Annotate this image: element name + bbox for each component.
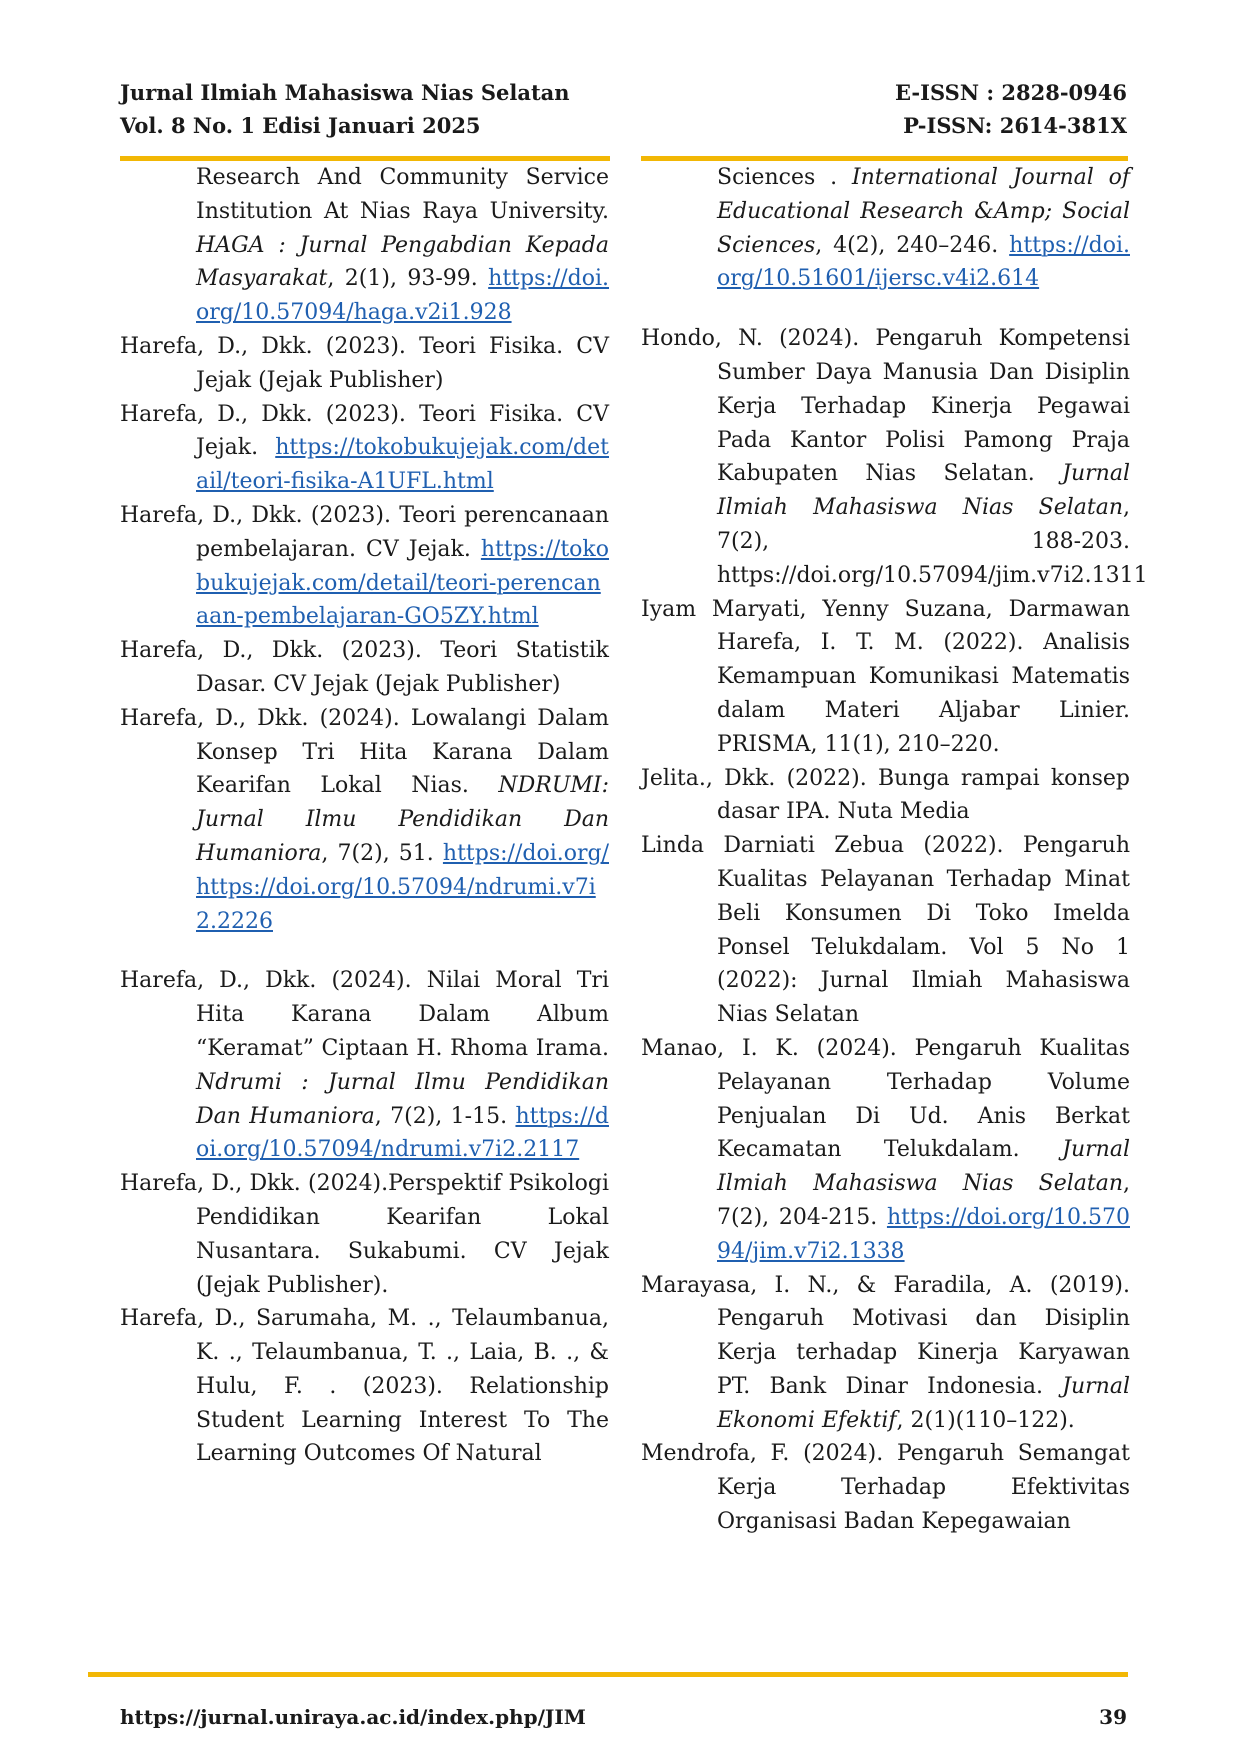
reference-continuation — [120, 161, 609, 330]
reference-entry — [120, 499, 609, 634]
reference-text: Manao, I. K. (2024). Pengaruh Kualitas Pelayanan Terhadap Volume Penjualan Di Ud. Anis Berkat Kecamatan Telukdalam. — [641, 1035, 1130, 1163]
reference-details: , 7(2), 51. — [321, 840, 443, 866]
reference-text: Harefa, D., Dkk. (2023). Teori Fisika. CV Jejak (Jejak Publisher) — [120, 333, 609, 393]
journal-header — [120, 76, 570, 142]
journal-title: Jurnal Ilmiah Mahasiswa Nias Selatan — [120, 80, 570, 105]
journal-name: Ndrumi : Jurnal Ilmu Pendidikan Dan Humaniora — [196, 1069, 609, 1129]
reference-text: Harefa, D., Dkk. (2024). Nilai Moral Tri Hita Karana Dalam Album “Keramat” Ciptaan H. Rhoma Irama. — [120, 968, 609, 1061]
reference-details: , 7(2), 1-15. — [374, 1103, 516, 1129]
doi-link[interactable]: https://tokobukujejak.com/detail/teori-fisika-A1UFL.html — [196, 435, 609, 495]
eissn: E-ISSN : 2828-0946 — [895, 80, 1127, 105]
reference-entry — [120, 964, 609, 1167]
reference-details: , 4(2), 240–246. — [815, 232, 1010, 258]
footer-divider-right — [608, 1672, 1128, 1677]
reference-entry — [641, 1032, 1130, 1269]
reference-details: , 2(1), 93-99. — [327, 266, 489, 292]
reference-details: , 2(1)(110–122). — [896, 1407, 1075, 1433]
footer-divider-left — [88, 1672, 608, 1677]
reference-text: Research And Community Service Institution At Nias Raya University. — [196, 165, 609, 224]
doi-link[interactable]: https://doi.org/10.57094/ndrumi.v7i2.2117 — [196, 1103, 609, 1163]
reference-entry — [120, 330, 609, 398]
reference-text: Mendrofa, F. (2024). Pengaruh Semangat Kerja Terhadap Efektivitas Organisasi Badan Kepegawaian — [641, 1441, 1130, 1535]
reference-entry — [641, 322, 1148, 592]
doi-link[interactable]: https://tokobukujejak.com/detail/teori-perencanaan-pembelajaran-GO5ZY.html — [196, 536, 609, 630]
doi-link[interactable]: https://doi.org/10.57094/haga.v2i1.928 — [196, 266, 609, 326]
reference-entry — [120, 398, 609, 499]
doi-link[interactable]: https://doi.org/https://doi.org/10.57094/ndrumi.v7i2.2226 — [196, 840, 609, 934]
reference-text: Hondo, N. (2024). Pengaruh Kompetensi Sumber Daya Manusia Dan Disiplin Kerja Terhadap Kinerja Pegawai Pada Kantor Polisi Pamong Praja Kabupaten Nias Selatan. — [641, 326, 1130, 487]
journal-name: Jurnal Ekonomi Efektif — [717, 1373, 1130, 1433]
reference-entry — [120, 634, 609, 702]
reference-text: Harefa, D., Dkk. (2023). Teori Fisika. CV Jejak. — [120, 401, 609, 461]
reference-entry — [641, 1437, 1130, 1538]
footer-journal-url[interactable]: https://jurnal.uniraya.ac.id/index.php/JIM — [120, 1705, 586, 1729]
issn-header — [895, 76, 1127, 142]
reference-entry — [641, 593, 1130, 762]
reference-details: , 7(2), 188-203. https://doi.org/10.57094/jim.v7i2.1311 — [717, 495, 1148, 588]
reference-text: Harefa, D., Dkk. (2023). Teori Statistik Dasar. CV Jejak (Jejak Publisher) — [120, 638, 609, 697]
reference-entry — [120, 702, 609, 939]
reference-text: Harefa, D., Sarumaha, M. ., Telaumbanua, K. ., Telaumbanua, T. ., Laia, B. ., & Hulu, F. . (2023). Relationship Student Learning Interest To The Learning Outcomes Of Natural — [120, 1306, 609, 1467]
reference-entry — [120, 1167, 609, 1302]
journal-name: Jurnal Ilmiah Mahasiswa Nias Selatan — [717, 461, 1130, 521]
reference-text: Harefa, D., Dkk. (2024). Lowalangi Dalam Konsep Tri Hita Karana Dalam Kearifan Lokal Nias. — [120, 705, 609, 799]
journal-name: NDRUMI: Jurnal Ilmu Pendidikan Dan Humaniora — [196, 773, 609, 866]
reference-text: Harefa, D., Dkk. (2023). Teori perencanaan pembelajaran. CV Jejak. — [120, 502, 609, 562]
journal-name: Jurnal Ilmiah Mahasiswa Nias Selatan — [717, 1137, 1130, 1197]
reference-continuation — [641, 161, 1130, 296]
reference-text: Harefa, D., Dkk. (2024).Perspektif Psikologi Pendidikan Kearifan Lokal Nusantara. Sukabumi. CV Jejak (Jejak Publisher). — [120, 1171, 609, 1298]
reference-text: Sciences . — [717, 165, 852, 190]
reference-entry — [641, 762, 1130, 830]
references-right-column — [641, 161, 1148, 1539]
pissn: P-ISSN: 2614-381X — [903, 113, 1127, 138]
journal-name: International Journal of Educational Research &Amp; Social Sciences — [717, 165, 1130, 258]
reference-text: Jelita., Dkk. (2022). Bunga rampai konsep dasar IPA. Nuta Media — [641, 765, 1130, 825]
reference-text: Iyam Maryati, Yenny Suzana, Darmawan Harefa, I. T. M. (2022). Analisis Kemampuan Komunikasi Matematis dalam Materi Aljabar Linier. PRISMA, 11(1), 210–220. — [641, 596, 1130, 757]
reference-entry — [120, 1302, 609, 1471]
doi-link[interactable]: https://doi.org/10.57094/jim.v7i2.1338 — [717, 1204, 1130, 1264]
page-number: 39 — [1099, 1705, 1127, 1729]
reference-entry — [641, 829, 1130, 1032]
journal-name: HAGA : Jurnal Pengabdian Kepada Masyarakat — [196, 232, 609, 292]
doi-link[interactable]: https://doi.org/10.51601/ijersc.v4i2.614 — [717, 232, 1130, 292]
references-left-column — [120, 161, 609, 1471]
reference-text: Marayasa, I. N., & Faradila, A. (2019). Pengaruh Motivasi dan Disiplin Kerja terhadap Kinerja Karyawan PT. Bank Dinar Indonesia. — [641, 1272, 1130, 1399]
reference-entry — [641, 1269, 1130, 1438]
reference-text: Linda Darniati Zebua (2022). Pengaruh Kualitas Pelayanan Terhadap Minat Beli Konsumen Di Toko Imelda Ponsel Telukdalam. Vol 5 No 1 (2022): Jurnal Ilmiah Mahasiswa Nias Selatan — [641, 833, 1130, 1028]
reference-details: , 7(2), 204-215. — [717, 1171, 1130, 1230]
journal-volume: Vol. 8 No. 1 Edisi Januari 2025 — [120, 113, 481, 138]
